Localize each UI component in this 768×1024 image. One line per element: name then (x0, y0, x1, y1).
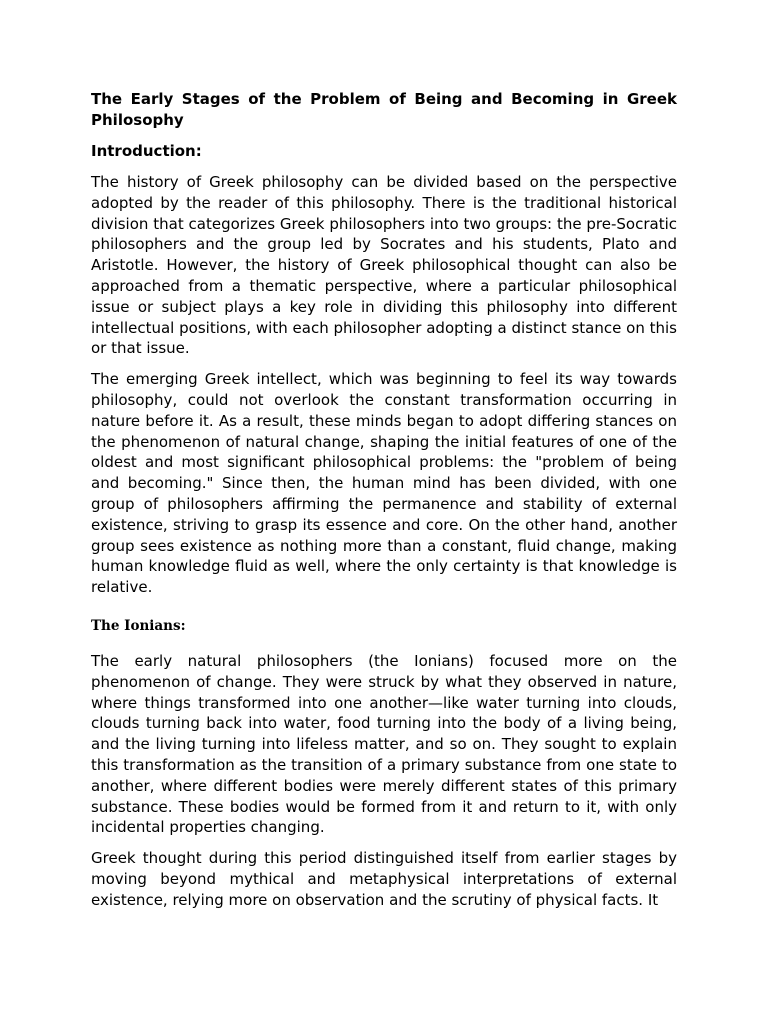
ionians-heading: The Ionians: (91, 617, 186, 634)
document-title: The Early Stages of the Problem of Being and Becoming in Greek Philosophy (91, 90, 677, 129)
introduction-heading: Introduction: (91, 142, 202, 160)
paragraph-intro-2: The emerging Greek intellect, which was beginning to feel its way towards philosophy, could not overlook the constant transformation occurring in nature before it. As a result, these minds began to adopt differing stances on the phenomenon of natural change, shaping the initial features of one of the oldest and most significant philosophical problems: the "problem of being and becoming." Since then, the human mind has been divided, with one group of philosophers affirming the permanence and stability of external existence, striving to grasp its essence and core. On the other hand, another group sees existence as nothing more than a constant, fluid change, making human knowledge fluid as well, where the only certainty is that knowledge is relative. (91, 370, 677, 597)
document-page (91, 89, 677, 921)
paragraph-ionians-2: Greek thought during this period distinguished itself from earlier stages by moving beyond mythical and metaphysical interpretations of external existence, relying more on observation and the scrutiny of physical facts. It (91, 849, 677, 909)
paragraph-intro-1: The history of Greek philosophy can be divided based on the perspective adopted by the reader of this philosophy. There is the traditional historical division that categorizes Greek philosophers into two groups: the pre-Socratic philosophers and the group led by Socrates and his students, Plato and Aristotle. However, the history of Greek philosophical thought can also be approached from a thematic perspective, where a particular philosophical issue or subject plays a key role in dividing this philosophy into different intellectual positions, with each philosopher adopting a distinct stance on this or that issue. (91, 173, 677, 358)
paragraph-ionians-1: The early natural philosophers (the Ionians) focused more on the phenomenon of change. They were struck by what they observed in nature, where things transformed into one another—like water turning into clouds, clouds turning back into water, food turning into the body of a living being, and the living turning into lifeless matter, and so on. They sought to explain this transformation as the transition of a primary substance from one state to another, where different bodies were merely different states of this primary substance. These bodies would be formed from it and return to it, with only incidental properties changing. (91, 651, 677, 837)
